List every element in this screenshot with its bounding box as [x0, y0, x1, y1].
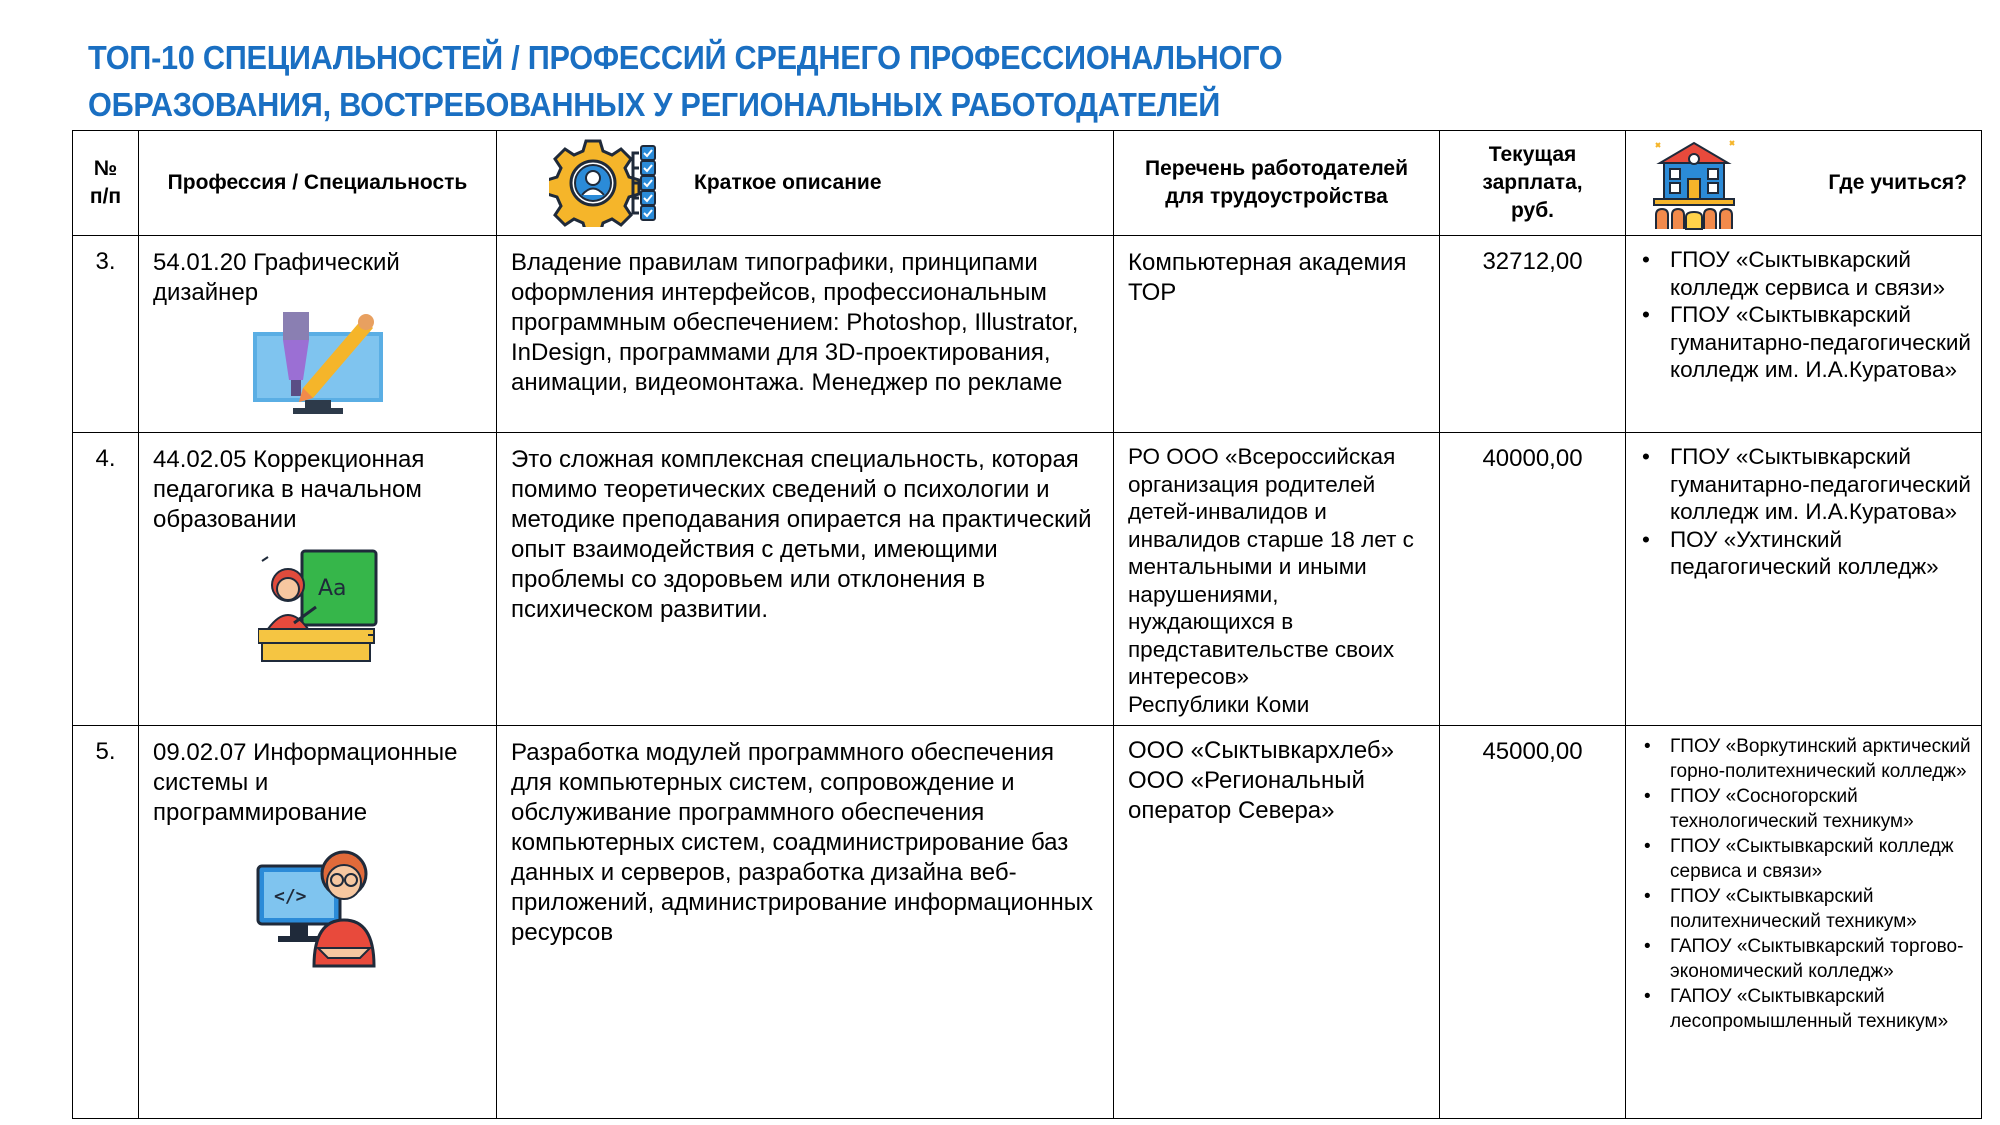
header-description-label: Краткое описание [694, 171, 882, 194]
svg-text:Aa: Aa [317, 576, 347, 601]
schools-cell [1626, 236, 1982, 433]
employer-name: ООО «Региональный оператор Севера» [1128, 767, 1365, 824]
employer-name: РО ООО «Всероссийская организация родителей детей-инвалидов и инвалидов старше 18 лет с ментальными и иными нарушениями, нуждающихся в представительстве своих интересов» [1128, 444, 1414, 689]
employers-cell [1114, 236, 1440, 433]
schools-list [1626, 726, 1981, 1038]
header-employers [1114, 131, 1440, 236]
row-number: 3. [73, 236, 139, 433]
school-item: • ГПОУ «Сыктывкарский гуманитарно-педагогический колледж им. И.А.Куратова» [1670, 443, 1971, 526]
header-num-line1: № [93, 157, 118, 180]
school-item: • ГПОУ «Воркутинский арктический горно-политехнический колледж» [1670, 734, 1971, 784]
header-employers-line2: для трудоустройства [1165, 185, 1388, 208]
salary-cell: 40000,00 [1440, 433, 1626, 726]
header-description [497, 131, 1114, 236]
employer-name: Компьютерная академия ТОР [1128, 249, 1407, 306]
header-salary-line3: руб. [1510, 199, 1555, 222]
school-item: • ГПОУ «Сосногорский технологический техникум» [1670, 784, 1971, 834]
profession-cell [139, 726, 497, 1119]
profession-cell [139, 433, 497, 726]
school-item: • ГПОУ «Сыктывкарский политехнический техникум» [1670, 884, 1971, 934]
graphic-design-icon [253, 312, 383, 417]
profession-name: 44.02.05 Коррекционная педагогика в начальном образовании [153, 446, 425, 533]
page-title [88, 34, 1483, 128]
table-header-row [73, 131, 1982, 236]
employers-cell [1114, 433, 1440, 726]
salary-cell: 32712,00 [1440, 236, 1626, 433]
school-item: • ГПОУ «Сыктывкарский колледж сервиса и связи» [1670, 834, 1971, 884]
header-salary-line2: зарплата, [1482, 171, 1583, 194]
row-number: 5. [73, 726, 139, 1119]
description-cell: Владение правилам типографики, принципами оформления интерфейсов, профессиональным программным обеспечением: Photoshop, Illustrator, InDesign, программами для 3D-проектирования, анимации, видеомонтажа. Менеджер по рекламе [497, 236, 1114, 433]
header-salary-line1: Текущая [1488, 143, 1577, 166]
employer-name: ООО «Сыктывкархлеб» [1128, 737, 1394, 764]
professions-table [72, 130, 1982, 1119]
table-row [73, 726, 1982, 1119]
header-salary [1440, 131, 1626, 236]
header-num [73, 131, 139, 236]
table-row [73, 236, 1982, 433]
header-profession [139, 131, 497, 236]
school-item: • ГПОУ «Сыктывкарский гуманитарно-педагогический колледж им. И.А.Куратова» [1670, 301, 1971, 384]
profession-cell [139, 236, 497, 433]
programmer-icon [256, 844, 380, 968]
title-line-1: ТОП-10 СПЕЦИАЛЬНОСТЕЙ / ПРОФЕССИЙ СРЕДНЕГО ПРОФЕССИОНАЛЬНОГО [88, 39, 1283, 76]
salary-cell: 45000,00 [1440, 726, 1626, 1119]
school-item: • ПОУ «Ухтинский педагогический колледж» [1670, 526, 1971, 581]
schools-list [1626, 433, 1981, 585]
school-building-icon [1650, 135, 1738, 231]
table-row [73, 433, 1982, 726]
header-num-line2: п/п [89, 185, 122, 208]
header-where [1626, 131, 1982, 236]
teacher-icon [258, 549, 378, 664]
description-cell: Это сложная комплексная специальность, которая помимо теоретических сведений о психологии и методике преподавания опирается на практический опыт взаимодействия с детьми, имеющими проблемы со здоровьем или отклонения в психическом развитии. [497, 433, 1114, 726]
header-profession-label: Профессия / Специальность [167, 171, 468, 194]
description-cell: Разработка модулей программного обеспечения для компьютерных систем, сопровождение и обслуживание программного обеспечения компьютерных систем, соадминистрирование баз данных и серверов, разработка дизайна веб-приложений, администрирование информационных ресурсов [497, 726, 1114, 1119]
header-employers-line1: Перечень работодателей [1144, 157, 1409, 180]
row-number: 4. [73, 433, 139, 726]
header-where-label: Где учиться? [1828, 171, 1967, 194]
svg-text:</>: </> [273, 886, 307, 907]
employers-cell [1114, 726, 1440, 1119]
employer-region: Республики Коми [1128, 691, 1310, 717]
school-item: • ГПОУ «Сыктывкарский колледж сервиса и связи» [1670, 246, 1971, 301]
school-item: • ГАПОУ «Сыктывкарский лесопромышленный техникум» [1670, 984, 1971, 1034]
title-line-2: ОБРАЗОВАНИЯ, ВОСТРЕБОВАННЫХ У РЕГИОНАЛЬНЫХ РАБОТОДАТЕЛЕЙ [88, 86, 1221, 123]
schools-list [1626, 236, 1981, 388]
profession-name: 54.01.20 Графический дизайнер [153, 249, 400, 306]
profession-name: 09.02.07 Информационные системы и программирование [153, 739, 458, 826]
schools-cell [1626, 726, 1982, 1119]
schools-cell [1626, 433, 1982, 726]
gear-checklist-icon [549, 139, 684, 227]
school-item: • ГАПОУ «Сыктывкарский торгово-экономический колледж» [1670, 934, 1971, 984]
